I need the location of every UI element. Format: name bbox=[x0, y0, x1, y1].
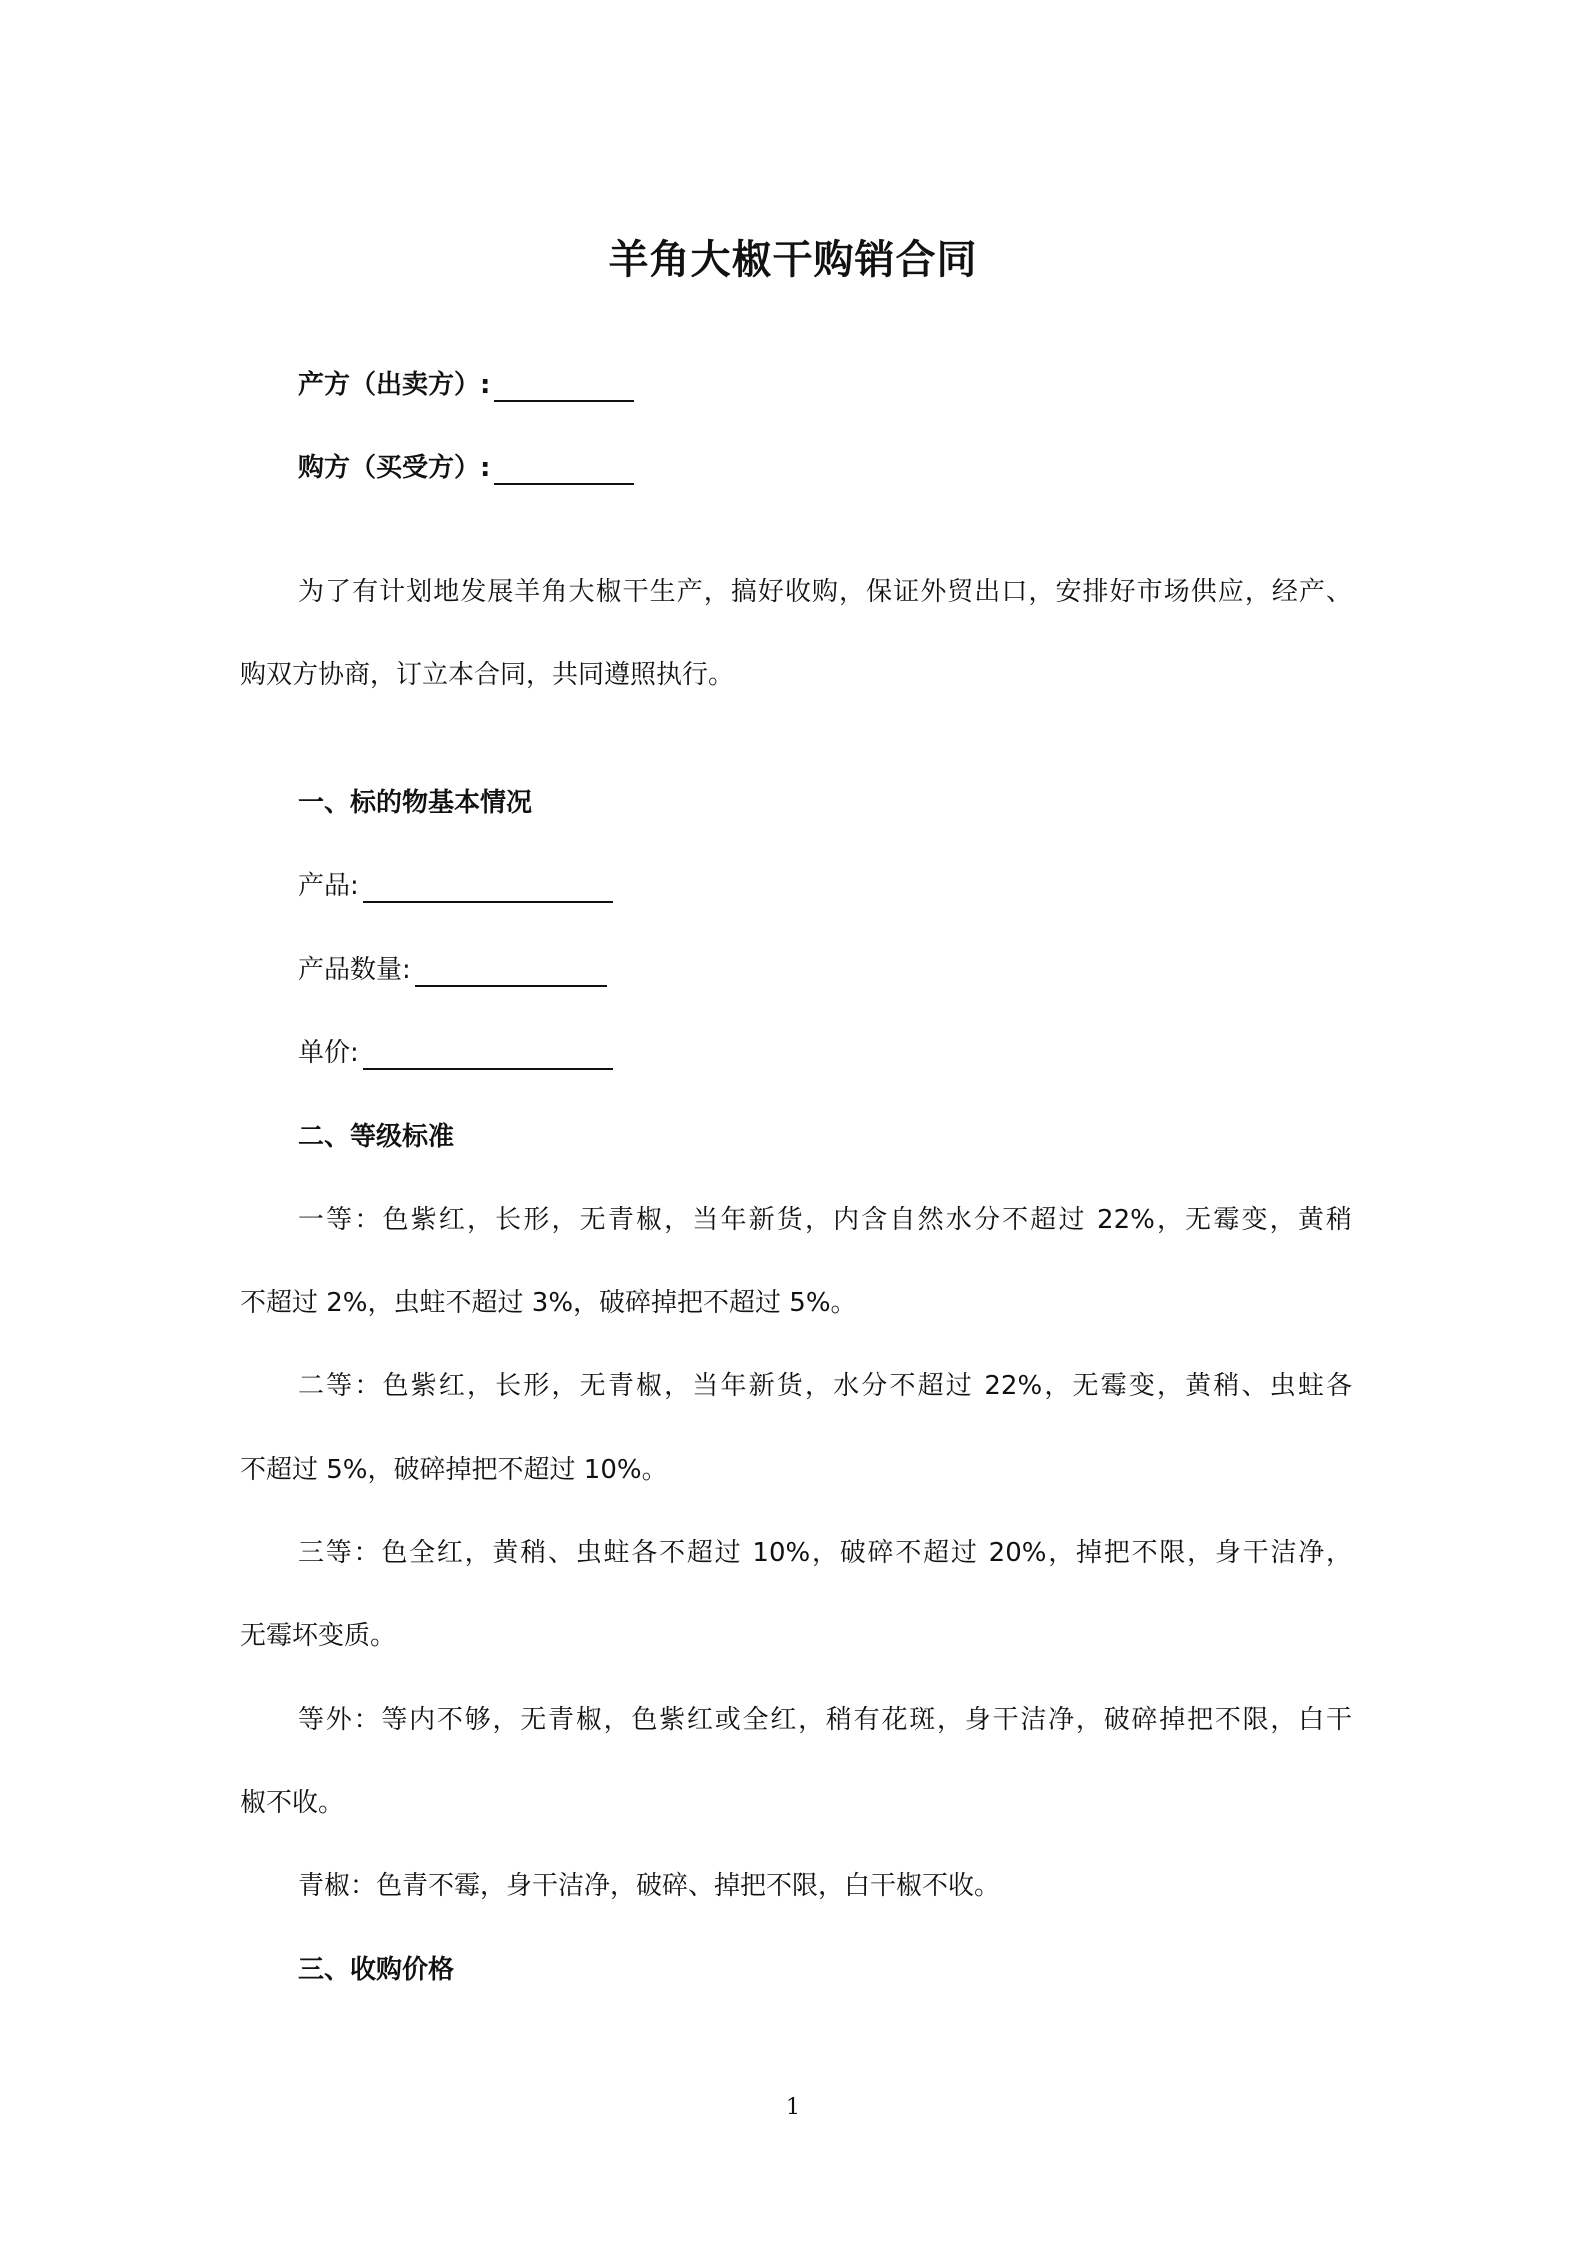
section-1-heading: 一、标的物基本情况 bbox=[298, 788, 533, 818]
document-title: 羊角大椒干购销合同 bbox=[608, 237, 978, 283]
product-field bbox=[298, 869, 613, 903]
product-label: 产品: bbox=[298, 871, 359, 901]
quantity-label: 产品数量: bbox=[298, 955, 411, 985]
grade-2-line-1: 二等：色紫红，长形，无青椒，当年新货，水分不超过 22%，无霉变，黄稍、虫蛀各 bbox=[298, 1371, 1352, 1401]
price-label: 单价: bbox=[298, 1038, 359, 1068]
page-number: 1 bbox=[786, 2095, 800, 2120]
seller-blank bbox=[494, 370, 634, 402]
section-3-heading: 三、收购价格 bbox=[298, 1955, 455, 1985]
green-pepper-line: 青椒：色青不霉，身干洁净，破碎、掉把不限，白干椒不收。 bbox=[298, 1871, 1001, 1901]
grade-1-line-1: 一等：色紫红，长形，无青椒，当年新货，内含自然水分不超过 22%，无霉变，黄稍 bbox=[298, 1205, 1352, 1235]
preamble-line-2: 购双方协商，订立本合同，共同遵照执行。 bbox=[240, 660, 735, 690]
buyer-label: 购方（买受方）: bbox=[298, 453, 491, 483]
other-grade-line-2: 椒不收。 bbox=[240, 1788, 345, 1818]
buyer-blank bbox=[494, 453, 634, 485]
seller-label: 产方（出卖方）: bbox=[298, 370, 491, 400]
grade-3-line-1: 三等：色全红，黄稍、虫蛀各不超过 10%，破碎不超过 20%，掉把不限，身干洁净， bbox=[298, 1538, 1352, 1568]
buyer-field bbox=[298, 451, 634, 485]
product-blank bbox=[363, 871, 613, 903]
quantity-field bbox=[298, 953, 607, 987]
price-blank bbox=[363, 1038, 613, 1070]
seller-field bbox=[298, 368, 634, 402]
section-2-heading: 二、等级标准 bbox=[298, 1122, 455, 1152]
other-grade-line-1: 等外：等内不够，无青椒，色紫红或全红，稍有花斑，身干洁净，破碎掉把不限，白干 bbox=[298, 1705, 1352, 1735]
grade-3-line-2: 无霉坏变质。 bbox=[240, 1621, 397, 1651]
preamble-line-1: 为了有计划地发展羊角大椒干生产，搞好收购，保证外贸出口，安排好市场供应，经产、 bbox=[298, 577, 1352, 607]
grade-1-line-2: 不超过 2%，虫蛀不超过 3%，破碎掉把不超过 5%。 bbox=[240, 1288, 857, 1318]
price-field bbox=[298, 1036, 613, 1070]
grade-2-line-2: 不超过 5%，破碎掉把不超过 10%。 bbox=[240, 1455, 668, 1485]
quantity-blank bbox=[415, 955, 607, 987]
